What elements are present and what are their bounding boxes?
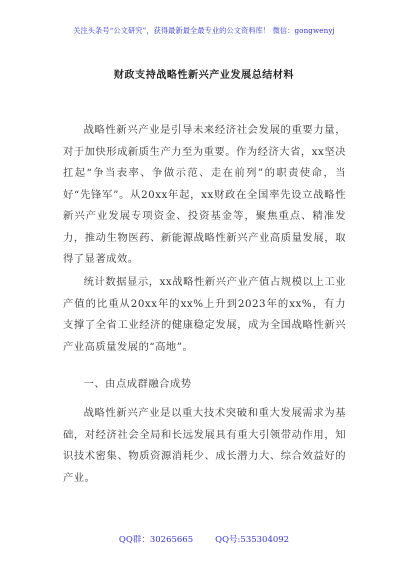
footer-contact (0, 533, 408, 545)
footer-qq-group: QQ群：30265665 (118, 535, 194, 545)
section-paragraph: 战略性新兴产业是以重大技术突破和重大发展需求为基础，对经济社会全局和长远发展具有重大引领带动作用，知识技术密集、物质资源消耗少、成长潜力大、综合效益好的产业。 (63, 407, 346, 484)
section-heading: 一、由点成群融合成势 (83, 378, 192, 390)
footer-qq-number: QQ号:535304092 (215, 535, 290, 545)
document-title: 财政支持战略性新兴产业发展总结材料 (113, 70, 295, 81)
body-paragraph-1: 战略性新兴产业是引导未来经济社会发展的重要力量，对于加快形成新质生产力至为重要。作为经济大省，xx坚决扛起“争当表率、争做示范、走在前列”的职责使命，当好“先锋军”。从20xx年起，xx财政在全国率先设立战略性新兴产业发展专项资金、投资基金等，聚焦重点、精准发力，推动生物医药、新能源战略性新兴产业高质量发展，取得了显著成效。 (63, 124, 346, 265)
header-promo-note: 关注头条号“公文研究”，获得最新最全最专业的公文资料库！ 微信：gongwenyj (73, 26, 335, 35)
body-paragraph-2: 统计数据显示，xx战略性新兴产业产值占规模以上工业产值的比重从20xx年的xx%上升到2023年的xx%，有力支撑了全省工业经济的健康稳定发展，成为全国战略性新兴产业高质量发展的“高地”。 (63, 276, 346, 353)
